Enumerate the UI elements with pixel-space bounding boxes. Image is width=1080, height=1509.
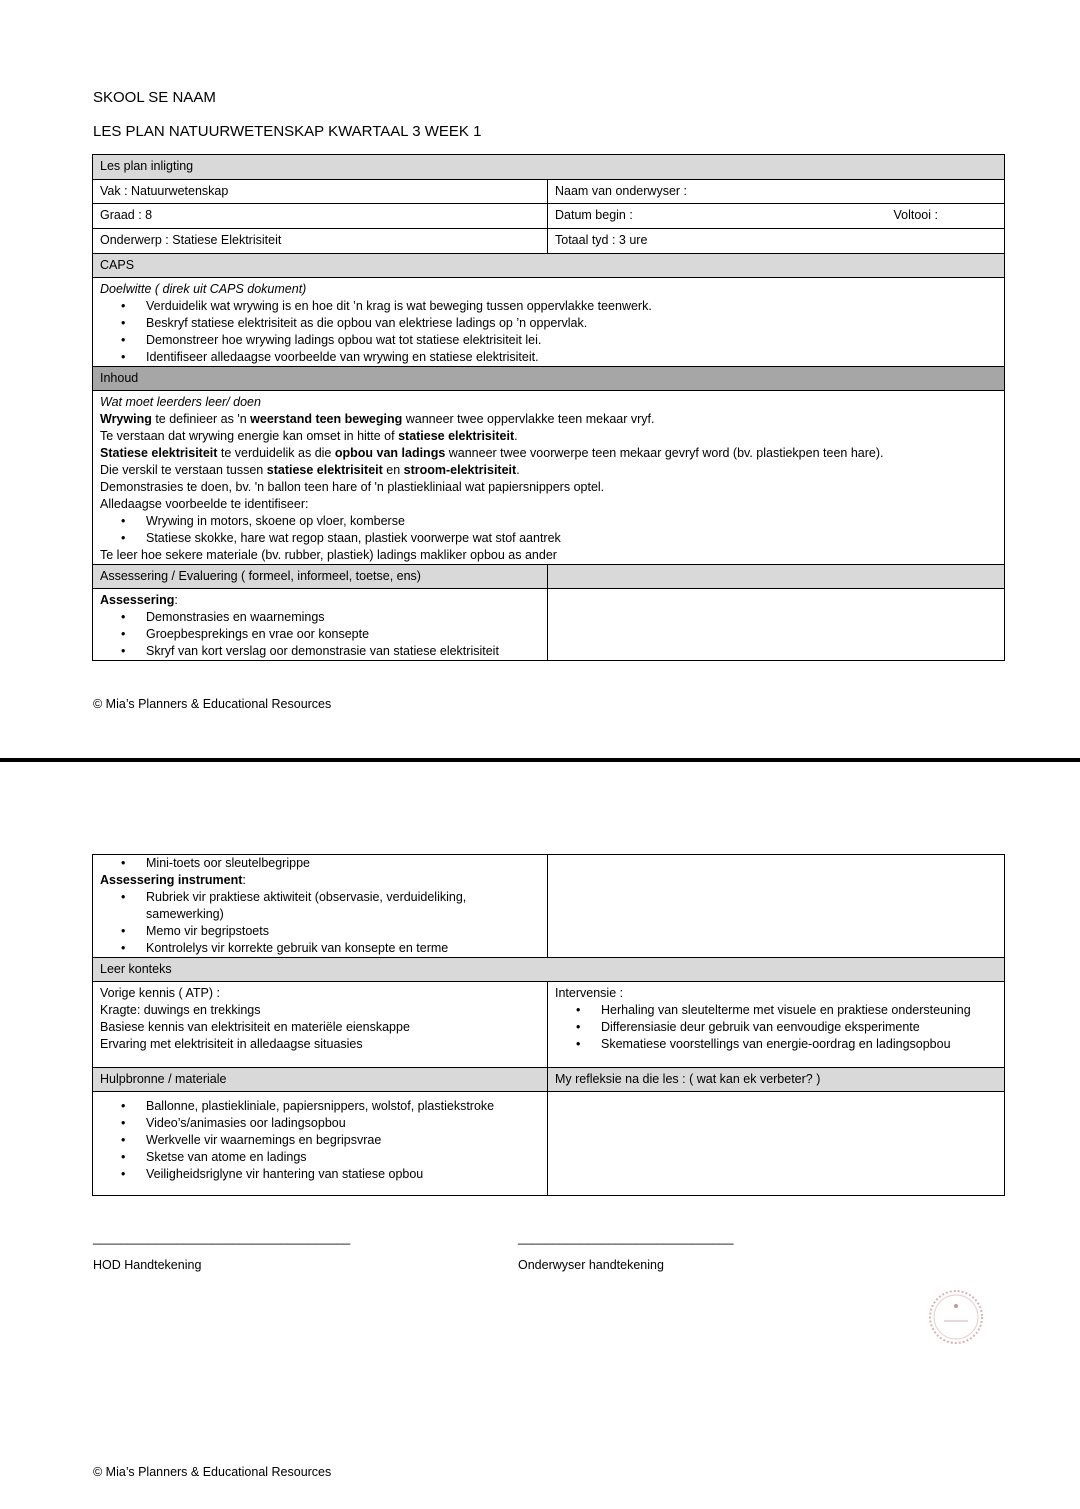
prior-item: Ervaring met elektrisiteit in alledaagse situasies [100, 1037, 363, 1051]
content-line-5: Demonstrasies te doen, bv. 'n ballon teen hare of 'n plastiekliniaal wat papiersnippers optel. [100, 480, 605, 494]
subject-cell: Vak : Natuurwetenskap [93, 180, 548, 204]
page-divider [0, 758, 1080, 762]
plan-title: LES PLAN NATUURWETENSKAP KWARTAAL 3 WEEK 1 [93, 123, 482, 140]
list-item: • Mini-toets oor sleutelbegrippe [100, 855, 540, 872]
content-line-4: Die verskil te verstaan tussen statiese elektrisiteit en stroom-elektrisiteit. [100, 463, 520, 477]
goals-list [100, 298, 997, 366]
date-cell [548, 204, 1005, 229]
assessment-cont-cell [93, 855, 548, 958]
content-section-header: Inhoud [93, 367, 1005, 391]
list-item: • Video’s/animasies oor ladingsopbou [100, 1115, 540, 1132]
hod-signature-line: _____________________________________ [93, 1231, 351, 1245]
content-heading: Wat moet leerders leer/ doen [100, 395, 261, 409]
list-item: • Wrywing in motors, skoene op vloer, komberse [100, 513, 997, 530]
footer-copyright-page2: © Mia’s Planners & Educational Resources [93, 1465, 332, 1479]
list-item: • Identifiseer alledaagse voorbeelde van wrywing en statiese elektrisiteit. [100, 349, 997, 366]
assessment-label: Assessering: [100, 593, 178, 607]
intervention-cell [548, 982, 1005, 1068]
list-item: • Differensiasie deur gebruik van eenvoudige eksperimente [555, 1019, 997, 1036]
teacher-name-cell: Naam van onderwyser : [548, 180, 1005, 204]
list-item: • Skematiese voorstellings van energie-oordrag en ladingsopbou [555, 1036, 997, 1053]
assessment-cont-empty-cell [548, 855, 1005, 958]
list-item: • Demonstrasies en waarnemings [100, 609, 540, 626]
resources-section-header: Hulpbronne / materiale [93, 1068, 548, 1092]
examples-list [100, 513, 997, 547]
lesson-plan-table-page2 [92, 854, 1005, 1196]
list-item: • Werkvelle vir waarnemings en begripsvrae [100, 1132, 540, 1149]
intervention-list [555, 1002, 997, 1053]
lesson-plan-table-page1 [92, 154, 1005, 661]
reflection-empty-cell [548, 1092, 1005, 1196]
list-item: • Sketse van atome en ladings [100, 1149, 540, 1166]
list-item: • Herhaling van sleutelterme met visuele en praktiese ondersteuning [555, 1002, 997, 1019]
list-item: • Memo vir begripstoets [100, 923, 540, 940]
instrument-list [100, 889, 540, 957]
content-line-2: Te verstaan dat wrywing energie kan omset in hitte of statiese elektrisiteit. [100, 429, 518, 443]
info-section-header: Les plan inligting [93, 155, 1005, 180]
context-section-header: Leer konteks [93, 958, 1005, 982]
list-item: • Groepbesprekings en vrae oor konsepte [100, 626, 540, 643]
list-item: • Demonstreer hoe wrywing ladings opbou wat tot statiese elektrisiteit lei. [100, 332, 997, 349]
assessment-empty-cell [548, 589, 1005, 661]
caps-section-header: CAPS [93, 254, 1005, 278]
resources-cell [93, 1092, 548, 1196]
assessment-header-empty [548, 565, 1005, 589]
mias-planners-logo [926, 1287, 986, 1347]
resources-list [100, 1098, 540, 1183]
list-item: • Statiese skokke, hare wat regop staan, plastiek voorwerpe wat stof aantrek [100, 530, 997, 547]
prior-item: Kragte: duwings en trekkings [100, 1003, 261, 1017]
assessment-section-header: Assessering / Evaluering ( formeel, informeel, toetse, ens) [93, 565, 548, 589]
list-item: • Beskryf statiese elektrisiteit as die opbou van elektriese ladings op ’n oppervlak. [100, 315, 997, 332]
intervention-heading: Intervensie : [555, 986, 624, 1000]
prior-item: Basiese kennis van elektrisiteit en materiële eienskappe [100, 1020, 410, 1034]
prior-knowledge-cell [93, 982, 548, 1068]
content-line-3: Statiese elektrisiteit te verduidelik as die opbou van ladings wanneer twee voorwerpe teen mekaar gevryf word (bv. plastiekpen teen hare). [100, 446, 884, 460]
grade-cell: Graad : 8 [93, 204, 548, 229]
teacher-signature-line: _______________________________ [518, 1231, 734, 1245]
goals-heading: Doelwitte ( direk uit CAPS dokument) [100, 282, 307, 296]
assessment-list [100, 609, 540, 660]
hod-signature-label: HOD Handtekening [93, 1258, 202, 1272]
content-line-1: Wrywing te definieer as 'n weerstand teen beweging wanneer twee oppervlakke teen mekaar vryf. [100, 412, 655, 426]
content-line-7: Te leer hoe sekere materiale (bv. rubber, plastiek) ladings makliker opbou as ander [100, 548, 557, 562]
topic-cell: Onderwerp : Statiese Elektrisiteit [93, 229, 548, 254]
teacher-signature-label: Onderwyser handtekening [518, 1258, 664, 1272]
total-time-cell: Totaal tyd : 3 ure [548, 229, 1005, 254]
list-item: • Skryf van kort verslag oor demonstrasie van statiese elektrisiteit [100, 643, 540, 660]
content-cell [93, 391, 1005, 565]
list-item: • Verduidelik wat wrywing is en hoe dit ’n krag is wat beweging tussen oppervlakke teenwerk. [100, 298, 997, 315]
date-end-label: Voltooi : [893, 208, 938, 222]
list-item: • Rubriek vir praktiese aktiwiteit (observasie, verduideliking, samewerking) [100, 889, 540, 923]
footer-copyright: © Mia’s Planners & Educational Resources [93, 697, 332, 711]
content-line-6: Alledaagse voorbeelde te identifiseer: [100, 497, 309, 511]
instrument-label: Assessering instrument: [100, 873, 246, 887]
caps-goals-cell [93, 278, 1005, 367]
school-name: SKOOL SE NAAM [93, 89, 216, 106]
assessment-cont-list [100, 855, 540, 872]
prior-heading: Vorige kennis ( ATP) : [100, 986, 220, 1000]
list-item: • Kontrolelys vir korrekte gebruik van konsepte en terme [100, 940, 540, 957]
assessment-cell [93, 589, 548, 661]
list-item: • Ballonne, plastiekliniale, papiersnippers, wolstof, plastiekstroke [100, 1098, 540, 1115]
date-start-label: Datum begin : [555, 208, 633, 222]
list-item: • Veiligheidsriglyne vir hantering van statiese opbou [100, 1166, 540, 1183]
reflection-header: My refleksie na die les : ( wat kan ek verbeter? ) [548, 1068, 1005, 1092]
